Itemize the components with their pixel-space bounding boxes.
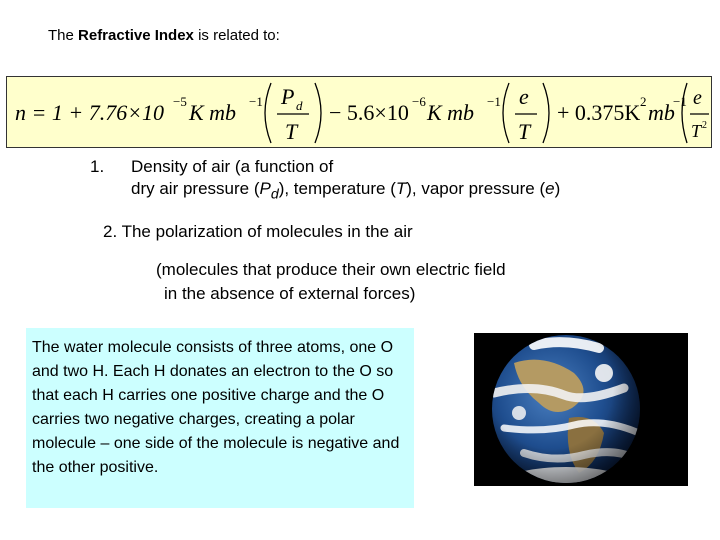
subtext-line-2: in the absence of external forces) bbox=[164, 284, 416, 303]
refractive-index-equation bbox=[7, 77, 713, 149]
frac3-num: e bbox=[693, 87, 702, 109]
earth-image bbox=[474, 333, 688, 486]
frac1-den: T bbox=[285, 119, 298, 144]
list-item-1-line1: Density of air (a function of bbox=[131, 157, 334, 176]
eq-t2: − 5.6×10 bbox=[329, 100, 409, 125]
eq-t4: + 0.375K bbox=[557, 100, 641, 125]
subtext-line-1: (molecules that produce their own electric field bbox=[156, 260, 506, 279]
frac1-sub: d bbox=[296, 98, 303, 113]
list-item-2-subtext bbox=[156, 258, 506, 306]
title-bold: Refractive Index bbox=[78, 27, 194, 44]
eq-n: n = 1 + 7.76×10 bbox=[15, 100, 165, 125]
list-item-1-number: 1. bbox=[90, 157, 105, 176]
frac2-den: T bbox=[518, 119, 531, 144]
list-item-1-line2: dry air pressure $(P_d)$, temperature (T), vapor pressure (e) bbox=[131, 179, 561, 203]
earth-globe-icon bbox=[474, 333, 688, 486]
eq-exp1: −5 bbox=[173, 94, 187, 109]
frac2-num: e bbox=[519, 84, 529, 109]
paren-close-2 bbox=[543, 83, 549, 143]
water-molecule-textbox: The water molecule consists of three atoms, one O and two H. Each H donates an electron to the O so that each H carries one positive charge and the O carries two negative charges, creating a polar molecule – one side of the molecule is negative and the other positive. bbox=[26, 328, 414, 508]
eq-t1: K mb bbox=[189, 100, 237, 125]
eq-t3: K mb bbox=[427, 100, 475, 125]
frac1-num: P bbox=[281, 84, 295, 109]
eq-exp-2: 2 bbox=[640, 94, 647, 109]
paren-close-1 bbox=[315, 83, 321, 143]
paren-open-3 bbox=[682, 83, 687, 143]
slide-title: The Refractive Index is related to: bbox=[48, 27, 280, 44]
eq-exp-m1-a: −1 bbox=[249, 94, 263, 109]
eq-exp-m1-b: −1 bbox=[487, 94, 501, 109]
frac3-den-exp: 2 bbox=[702, 120, 707, 131]
eq-exp-m1-c: −1 bbox=[673, 94, 687, 109]
eq-exp2: −6 bbox=[412, 94, 426, 109]
equation-box bbox=[6, 76, 712, 148]
frac3-den: T bbox=[691, 121, 702, 141]
list-item-2: 2. The polarization of molecules in the air bbox=[103, 222, 413, 241]
paren-open-1 bbox=[265, 83, 271, 143]
eq-t5: mb bbox=[648, 100, 675, 125]
paren-open-2 bbox=[503, 83, 509, 143]
